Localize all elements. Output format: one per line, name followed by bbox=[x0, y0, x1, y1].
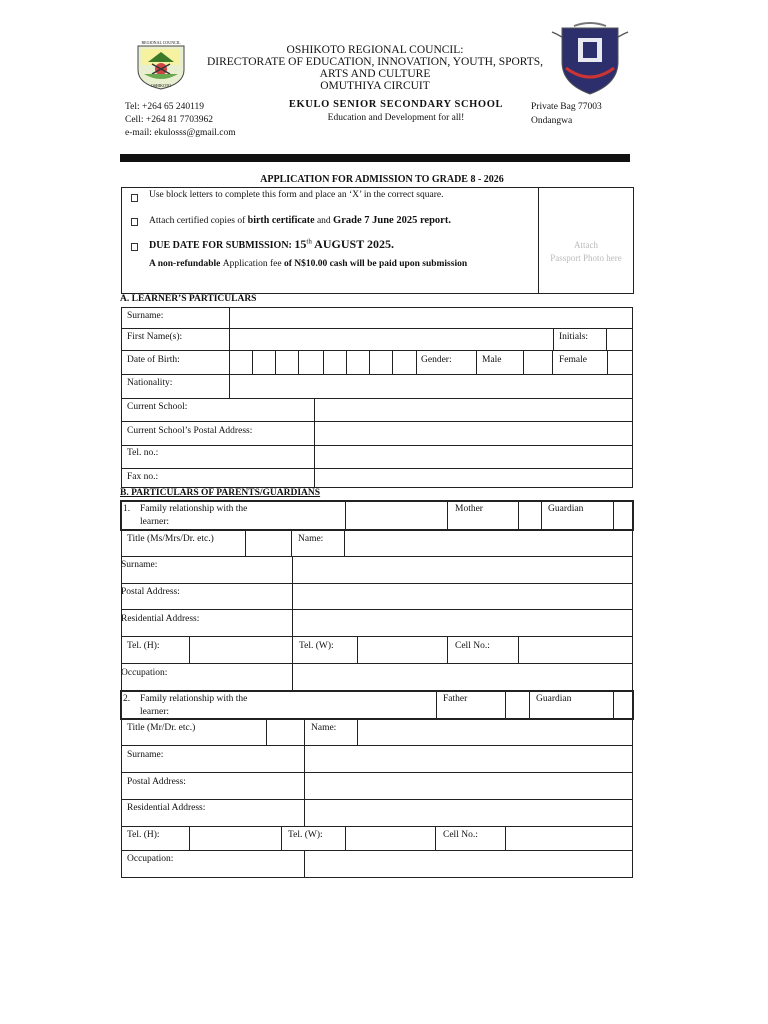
p2-telw-field[interactable] bbox=[345, 826, 436, 851]
p2-residential-label: Residential Address: bbox=[127, 803, 206, 813]
surname-label: Surname: bbox=[127, 311, 164, 321]
header-divider bbox=[120, 154, 630, 162]
p1-postal-label: Postal Address: bbox=[121, 587, 180, 597]
school-fax-label: Fax no.: bbox=[127, 472, 159, 482]
school-name: EKULO SENIOR SECONDARY SCHOOL bbox=[288, 99, 504, 110]
section-b-heading: B. PARTICULARS OF PARENTS/GUARDIANS bbox=[120, 488, 321, 498]
dob-digit-box[interactable] bbox=[369, 350, 393, 375]
nationality-label: Nationality: bbox=[127, 378, 173, 388]
p2-telw-label: Tel. (W): bbox=[288, 830, 323, 840]
p2-relationship-label-b: learner: bbox=[140, 707, 170, 717]
p1-postal-field[interactable] bbox=[294, 584, 632, 609]
dob-label: Date of Birth: bbox=[127, 355, 180, 365]
p1-guardian-label: Guardian bbox=[548, 504, 584, 514]
p1-title-label: Title (Ms/Mrs/Dr. etc.) bbox=[127, 534, 214, 544]
male-checkbox[interactable] bbox=[523, 350, 553, 375]
p1-relationship-label-b: learner: bbox=[140, 517, 170, 527]
p1-occupation-label: Occupation: bbox=[121, 668, 168, 678]
p1-cell-field[interactable] bbox=[518, 636, 633, 664]
school-tel-field[interactable] bbox=[315, 446, 632, 468]
directorate-line1: DIRECTORATE OF EDUCATION, INNOVATION, YOUTH, SPORTS, bbox=[206, 56, 544, 68]
current-school-field[interactable] bbox=[315, 399, 632, 421]
p2-title-label: Title (Mr/Dr. etc.) bbox=[127, 723, 196, 733]
dob-digit-box[interactable] bbox=[323, 350, 347, 375]
p1-surname-field[interactable] bbox=[294, 557, 632, 583]
left-logo-bottom: OSHIKOTO bbox=[150, 83, 172, 88]
dob-digit-box[interactable] bbox=[346, 350, 370, 375]
p1-number: 1. bbox=[123, 504, 131, 514]
p1-mother-checkbox[interactable] bbox=[518, 500, 542, 531]
dob-digit-box[interactable] bbox=[275, 350, 299, 375]
p2-occupation-field[interactable] bbox=[306, 851, 632, 877]
surname-field[interactable] bbox=[231, 308, 632, 328]
p2-postal-label: Postal Address: bbox=[127, 777, 186, 787]
p2-cell-field[interactable] bbox=[505, 826, 633, 851]
bullet-box-icon bbox=[131, 218, 138, 226]
school-cell: Cell: +264 81 7703962 bbox=[125, 115, 213, 125]
p2-name-label: Name: bbox=[311, 723, 337, 733]
school-postal-label: Current School’s Postal Address: bbox=[127, 426, 253, 436]
left-logo-text: REGIONAL COUNCIL bbox=[141, 40, 181, 45]
p1-telw-field[interactable] bbox=[357, 636, 448, 664]
gender-label: Gender: bbox=[421, 355, 452, 365]
nationality-field[interactable] bbox=[231, 375, 632, 398]
dob-digit-box[interactable] bbox=[252, 350, 276, 375]
school-private-bag: Private Bag 77003 bbox=[531, 102, 602, 112]
bullet-box-icon bbox=[131, 243, 138, 251]
p1-telh-label: Tel. (H): bbox=[127, 641, 160, 651]
p2-number: 2. bbox=[123, 694, 131, 704]
section-a-heading: A. LEARNER’S PARTICULARS bbox=[120, 294, 257, 304]
school-fax-field[interactable] bbox=[315, 469, 632, 487]
p1-title-field[interactable] bbox=[245, 530, 292, 557]
circuit-name: OMUTHIYA CIRCUIT bbox=[320, 80, 430, 92]
p2-surname-field[interactable] bbox=[306, 746, 632, 772]
p2-occupation-label: Occupation: bbox=[127, 854, 174, 864]
bullet-box-icon bbox=[131, 194, 138, 202]
school-postal-field[interactable] bbox=[315, 422, 632, 445]
p1-telw-label: Tel. (W): bbox=[299, 641, 334, 651]
p2-postal-field[interactable] bbox=[306, 773, 632, 799]
p1-cell-label: Cell No.: bbox=[455, 641, 490, 651]
p1-name-label: Name: bbox=[298, 534, 324, 544]
school-email: e-mail: ekulosss@gmail.com bbox=[125, 128, 236, 138]
school-crest-icon bbox=[550, 22, 630, 96]
p2-residential-field[interactable] bbox=[306, 800, 632, 826]
instruction-2: Attach certified copies of birth certificate and Grade 7 June 2025 report. bbox=[149, 215, 451, 226]
p2-surname-label: Surname: bbox=[127, 750, 164, 760]
photo-text-1: Attach bbox=[574, 240, 598, 250]
p1-telh-field[interactable] bbox=[189, 636, 293, 664]
first-names-field[interactable] bbox=[231, 329, 552, 350]
p1-relationship-label-a: Family relationship with the bbox=[140, 504, 248, 514]
p2-father-label: Father bbox=[443, 694, 468, 704]
p1-residential-label: Residential Address: bbox=[121, 614, 200, 624]
instruction-3: DUE DATE FOR SUBMISSION: 15th AUGUST 2025. bbox=[149, 237, 394, 251]
dob-digit-box[interactable] bbox=[298, 350, 324, 375]
p1-name-field[interactable] bbox=[346, 531, 632, 556]
p2-title-field[interactable] bbox=[266, 719, 305, 746]
school-motto: Education and Development for all! bbox=[327, 113, 465, 123]
form-title: APPLICATION FOR ADMISSION TO GRADE 8 - 2026 bbox=[260, 174, 504, 185]
p1-surname-label: Surname: bbox=[121, 560, 158, 570]
p2-telh-label: Tel. (H): bbox=[127, 830, 160, 840]
school-crest bbox=[550, 22, 630, 96]
first-names-label: First Name(s): bbox=[127, 332, 183, 342]
p1-residential-field[interactable] bbox=[294, 610, 632, 636]
current-school-label: Current School: bbox=[127, 402, 188, 412]
instruction-1: Use block letters to complete this form and place an ‘X’ in the correct square. bbox=[149, 190, 444, 200]
p2-father-checkbox[interactable] bbox=[505, 690, 530, 720]
school-tel: Tel: +264 65 240119 bbox=[125, 102, 205, 112]
directorate-line2: ARTS AND CULTURE bbox=[319, 68, 431, 80]
female-checkbox[interactable] bbox=[608, 351, 632, 374]
initials-field[interactable] bbox=[608, 329, 632, 350]
p2-telh-field[interactable] bbox=[189, 826, 282, 851]
female-label: Female bbox=[559, 355, 587, 365]
dob-digit-box[interactable] bbox=[229, 350, 253, 375]
p2-guardian-label: Guardian bbox=[536, 694, 572, 704]
p1-relationship-field[interactable] bbox=[345, 500, 448, 531]
p1-mother-label: Mother bbox=[455, 504, 483, 514]
initials-label: Initials: bbox=[559, 332, 589, 342]
council-name: OSHIKOTO REGIONAL COUNCIL: bbox=[286, 44, 464, 56]
p2-name-field[interactable] bbox=[359, 720, 632, 745]
p1-occupation-field[interactable] bbox=[294, 664, 632, 690]
p2-guardian-checkbox[interactable] bbox=[613, 690, 634, 720]
instruction-4: A non-refundable Application fee of N$10.00 cash will be paid upon submission bbox=[149, 259, 468, 269]
p2-cell-label: Cell No.: bbox=[443, 830, 478, 840]
school-tel-label: Tel. no.: bbox=[127, 448, 159, 458]
male-label: Male bbox=[482, 355, 502, 365]
photo-text-2: Passport Photo here bbox=[550, 253, 622, 263]
p2-relationship-label-a: Family relationship with the bbox=[140, 694, 248, 704]
school-town: Ondangwa bbox=[531, 116, 573, 126]
p1-guardian-checkbox[interactable] bbox=[613, 500, 634, 531]
dob-digit-box[interactable] bbox=[392, 350, 417, 375]
